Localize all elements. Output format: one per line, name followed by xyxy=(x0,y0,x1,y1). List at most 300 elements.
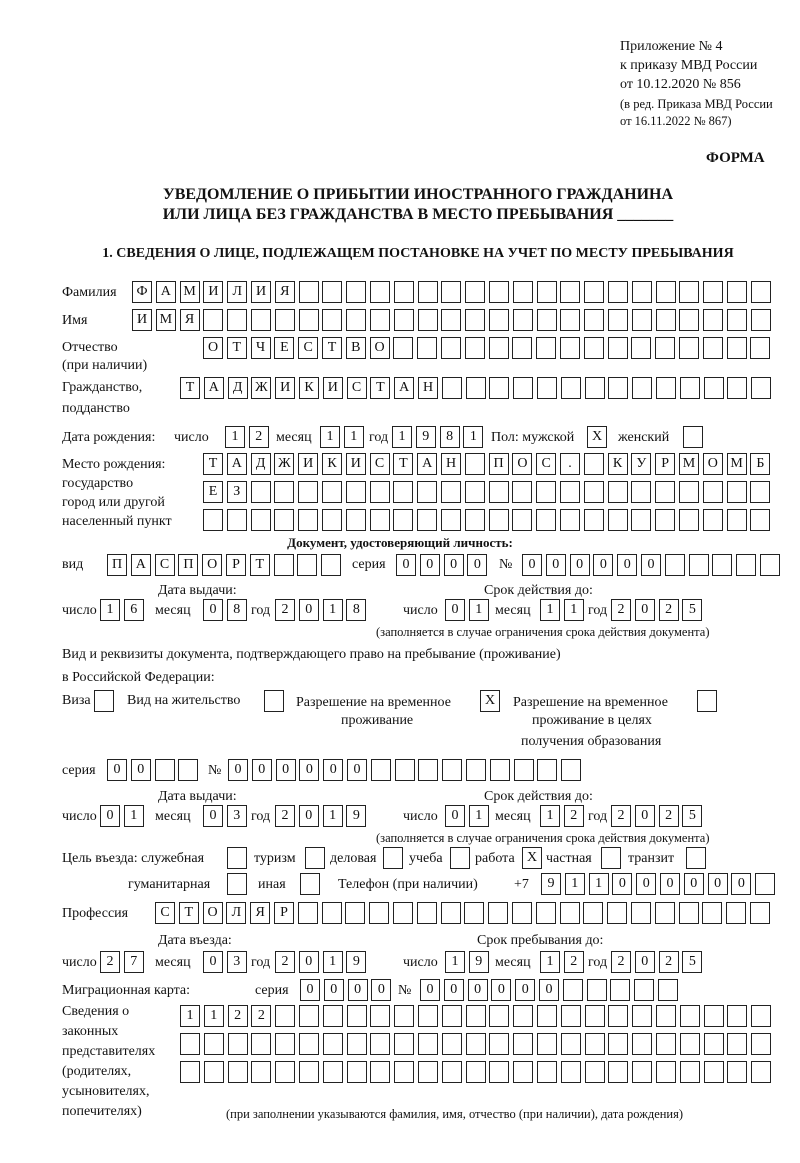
letter-cell[interactable]: 8 xyxy=(346,599,366,621)
letter-cell[interactable] xyxy=(370,1033,390,1055)
letter-cell[interactable] xyxy=(689,554,709,576)
letter-cell[interactable] xyxy=(228,1061,248,1083)
letter-cell[interactable] xyxy=(275,1061,295,1083)
letter-cell[interactable]: 9 xyxy=(346,805,366,827)
letter-cell[interactable]: Я xyxy=(180,309,200,331)
letter-cell[interactable]: П xyxy=(107,554,127,576)
letter-cell[interactable]: Р xyxy=(226,554,246,576)
letter-cell[interactable]: Ж xyxy=(251,377,271,399)
letter-cell[interactable] xyxy=(418,1005,438,1027)
letter-cell[interactable]: 1 xyxy=(469,805,489,827)
letter-cell[interactable]: Е xyxy=(274,337,294,359)
letter-cell[interactable] xyxy=(727,1005,747,1027)
letter-cell[interactable]: 5 xyxy=(682,951,702,973)
letter-cell[interactable]: 9 xyxy=(346,951,366,973)
letter-cell[interactable]: А xyxy=(417,453,437,475)
letter-cell[interactable] xyxy=(608,281,628,303)
letter-cell[interactable] xyxy=(418,1033,438,1055)
letter-cell[interactable] xyxy=(679,902,699,924)
letter-cell[interactable] xyxy=(703,337,723,359)
letter-cell[interactable] xyxy=(655,337,675,359)
letter-cell[interactable] xyxy=(442,1033,462,1055)
letter-cell[interactable] xyxy=(512,902,532,924)
letter-cell[interactable]: Р xyxy=(655,453,675,475)
letter-cell[interactable] xyxy=(584,453,604,475)
letter-cell[interactable] xyxy=(417,509,437,531)
letter-cell[interactable] xyxy=(702,902,722,924)
letter-cell[interactable] xyxy=(727,377,747,399)
letter-cell[interactable]: 0 xyxy=(299,805,319,827)
letter-cell[interactable] xyxy=(251,509,271,531)
letter-cell[interactable] xyxy=(417,902,437,924)
letter-cell[interactable]: И xyxy=(132,309,152,331)
letter-cell[interactable]: 0 xyxy=(203,599,223,621)
letter-cell[interactable] xyxy=(751,377,771,399)
letter-cell[interactable]: 2 xyxy=(564,805,584,827)
letter-cell[interactable]: 1 xyxy=(320,426,340,448)
letter-cell[interactable] xyxy=(537,377,557,399)
letter-cell[interactable] xyxy=(560,902,580,924)
letter-cell[interactable]: 1 xyxy=(225,426,245,448)
letter-cell[interactable]: Т xyxy=(393,453,413,475)
letter-cell[interactable] xyxy=(584,509,604,531)
letter-cell[interactable]: 9 xyxy=(469,951,489,973)
letter-cell[interactable]: 0 xyxy=(546,554,566,576)
letter-cell[interactable] xyxy=(584,309,604,331)
letter-cell[interactable]: 1 xyxy=(323,951,343,973)
letter-cell[interactable]: 1 xyxy=(124,805,144,827)
letter-cell[interactable] xyxy=(751,1033,771,1055)
letter-cell[interactable]: И xyxy=(275,377,295,399)
letter-cell[interactable] xyxy=(608,1005,628,1027)
letter-cell[interactable]: 0 xyxy=(299,951,319,973)
letter-cell[interactable]: 0 xyxy=(324,979,344,1001)
letter-cell[interactable] xyxy=(299,1033,319,1055)
letter-cell[interactable] xyxy=(608,481,628,503)
letter-cell[interactable]: 2 xyxy=(611,805,631,827)
letter-cell[interactable] xyxy=(561,1061,581,1083)
letter-cell[interactable] xyxy=(736,554,756,576)
letter-cell[interactable]: О xyxy=(512,453,532,475)
letter-cell[interactable] xyxy=(631,902,651,924)
letter-cell[interactable]: 7 xyxy=(124,951,144,973)
letter-cell[interactable]: 1 xyxy=(540,805,560,827)
letter-cell[interactable] xyxy=(727,481,747,503)
letter-cell[interactable] xyxy=(560,509,580,531)
letter-cell[interactable]: 0 xyxy=(635,951,655,973)
letter-cell[interactable]: М xyxy=(727,453,747,475)
letter-cell[interactable]: 0 xyxy=(731,873,751,895)
letter-cell[interactable] xyxy=(490,759,510,781)
letter-cell[interactable] xyxy=(466,377,486,399)
letter-cell[interactable] xyxy=(512,509,532,531)
letter-cell[interactable]: Н xyxy=(418,377,438,399)
letter-cell[interactable] xyxy=(297,554,317,576)
letter-cell[interactable] xyxy=(323,1005,343,1027)
letter-cell[interactable] xyxy=(465,309,485,331)
letter-cell[interactable]: 3 xyxy=(227,805,247,827)
letter-cell[interactable] xyxy=(608,337,628,359)
letter-cell[interactable] xyxy=(393,337,413,359)
letter-cell[interactable]: 0 xyxy=(515,979,535,1001)
letter-cell[interactable]: С xyxy=(298,337,318,359)
letter-cell[interactable]: 5 xyxy=(682,805,702,827)
letter-cell[interactable] xyxy=(536,481,556,503)
letter-cell[interactable]: Л xyxy=(226,902,246,924)
letter-cell[interactable]: И xyxy=(251,281,271,303)
letter-cell[interactable] xyxy=(489,481,509,503)
letter-cell[interactable] xyxy=(632,281,652,303)
letter-cell[interactable]: 1 xyxy=(469,599,489,621)
letter-cell[interactable] xyxy=(180,1061,200,1083)
letter-cell[interactable]: О xyxy=(203,902,223,924)
letter-cell[interactable] xyxy=(204,1033,224,1055)
letter-cell[interactable] xyxy=(665,554,685,576)
letter-cell[interactable] xyxy=(489,309,509,331)
letter-cell[interactable]: Б xyxy=(750,453,770,475)
letter-cell[interactable] xyxy=(631,337,651,359)
checkbox-cell[interactable] xyxy=(94,690,114,712)
letter-cell[interactable] xyxy=(274,509,294,531)
letter-cell[interactable] xyxy=(536,337,556,359)
letter-cell[interactable]: 0 xyxy=(299,759,319,781)
letter-cell[interactable] xyxy=(418,309,438,331)
letter-cell[interactable] xyxy=(180,1033,200,1055)
letter-cell[interactable] xyxy=(465,337,485,359)
letter-cell[interactable] xyxy=(587,979,607,1001)
letter-cell[interactable]: З xyxy=(227,481,247,503)
letter-cell[interactable] xyxy=(610,979,630,1001)
letter-cell[interactable]: 0 xyxy=(570,554,590,576)
checkbox-cell[interactable] xyxy=(601,847,621,869)
letter-cell[interactable] xyxy=(323,1061,343,1083)
checkbox-cell[interactable] xyxy=(686,847,706,869)
letter-cell[interactable] xyxy=(704,1033,724,1055)
letter-cell[interactable]: 0 xyxy=(100,805,120,827)
letter-cell[interactable]: С xyxy=(347,377,367,399)
letter-cell[interactable] xyxy=(607,902,627,924)
letter-cell[interactable] xyxy=(750,481,770,503)
letter-cell[interactable]: 1 xyxy=(565,873,585,895)
letter-cell[interactable] xyxy=(561,759,581,781)
letter-cell[interactable] xyxy=(417,481,437,503)
letter-cell[interactable]: 0 xyxy=(522,554,542,576)
letter-cell[interactable]: Ж xyxy=(274,453,294,475)
letter-cell[interactable] xyxy=(370,481,390,503)
letter-cell[interactable]: С xyxy=(536,453,556,475)
letter-cell[interactable]: 2 xyxy=(251,1005,271,1027)
letter-cell[interactable] xyxy=(299,1005,319,1027)
letter-cell[interactable]: 0 xyxy=(396,554,416,576)
letter-cell[interactable] xyxy=(489,1033,509,1055)
letter-cell[interactable] xyxy=(394,1061,414,1083)
letter-cell[interactable]: 0 xyxy=(617,554,637,576)
letter-cell[interactable] xyxy=(275,1033,295,1055)
letter-cell[interactable] xyxy=(465,453,485,475)
letter-cell[interactable] xyxy=(465,509,485,531)
letter-cell[interactable]: 0 xyxy=(445,599,465,621)
letter-cell[interactable]: 0 xyxy=(276,759,296,781)
letter-cell[interactable] xyxy=(680,1061,700,1083)
letter-cell[interactable] xyxy=(442,1061,462,1083)
letter-cell[interactable] xyxy=(727,281,747,303)
letter-cell[interactable] xyxy=(346,281,366,303)
letter-cell[interactable]: И xyxy=(346,453,366,475)
letter-cell[interactable]: 0 xyxy=(300,979,320,1001)
letter-cell[interactable]: 0 xyxy=(323,759,343,781)
letter-cell[interactable] xyxy=(299,309,319,331)
letter-cell[interactable]: 0 xyxy=(444,979,464,1001)
letter-cell[interactable] xyxy=(514,759,534,781)
letter-cell[interactable]: 3 xyxy=(227,951,247,973)
letter-cell[interactable] xyxy=(370,281,390,303)
letter-cell[interactable] xyxy=(298,902,318,924)
letter-cell[interactable] xyxy=(322,481,342,503)
letter-cell[interactable] xyxy=(537,309,557,331)
letter-cell[interactable] xyxy=(251,1061,271,1083)
letter-cell[interactable] xyxy=(656,281,676,303)
letter-cell[interactable]: Т xyxy=(250,554,270,576)
letter-cell[interactable]: К xyxy=(299,377,319,399)
letter-cell[interactable] xyxy=(418,759,438,781)
letter-cell[interactable] xyxy=(537,759,557,781)
letter-cell[interactable]: П xyxy=(178,554,198,576)
letter-cell[interactable]: О xyxy=(370,337,390,359)
letter-cell[interactable] xyxy=(563,979,583,1001)
letter-cell[interactable]: В xyxy=(346,337,366,359)
letter-cell[interactable] xyxy=(703,281,723,303)
letter-cell[interactable]: Л xyxy=(227,281,247,303)
letter-cell[interactable] xyxy=(203,509,223,531)
letter-cell[interactable] xyxy=(513,377,533,399)
letter-cell[interactable] xyxy=(346,481,366,503)
checkbox-cell[interactable] xyxy=(300,873,320,895)
letter-cell[interactable] xyxy=(631,481,651,503)
letter-cell[interactable] xyxy=(537,281,557,303)
letter-cell[interactable]: 0 xyxy=(348,979,368,1001)
letter-cell[interactable] xyxy=(751,309,771,331)
letter-cell[interactable] xyxy=(750,337,770,359)
letter-cell[interactable] xyxy=(370,509,390,531)
letter-cell[interactable] xyxy=(465,481,485,503)
letter-cell[interactable] xyxy=(251,309,271,331)
letter-cell[interactable]: Р xyxy=(274,902,294,924)
checkbox-cell[interactable] xyxy=(227,847,247,869)
letter-cell[interactable]: 1 xyxy=(323,805,343,827)
letter-cell[interactable]: Т xyxy=(180,377,200,399)
letter-cell[interactable]: 2 xyxy=(659,951,679,973)
letter-cell[interactable]: 1 xyxy=(344,426,364,448)
letter-cell[interactable]: С xyxy=(370,453,390,475)
letter-cell[interactable] xyxy=(750,509,770,531)
letter-cell[interactable] xyxy=(394,281,414,303)
letter-cell[interactable] xyxy=(751,281,771,303)
letter-cell[interactable] xyxy=(632,309,652,331)
letter-cell[interactable] xyxy=(465,281,485,303)
letter-cell[interactable]: 5 xyxy=(682,599,702,621)
letter-cell[interactable] xyxy=(679,337,699,359)
letter-cell[interactable] xyxy=(466,759,486,781)
letter-cell[interactable]: Ф xyxy=(132,281,152,303)
letter-cell[interactable]: К xyxy=(322,453,342,475)
letter-cell[interactable] xyxy=(227,509,247,531)
letter-cell[interactable]: Д xyxy=(251,453,271,475)
letter-cell[interactable] xyxy=(274,554,294,576)
letter-cell[interactable]: 0 xyxy=(467,554,487,576)
letter-cell[interactable] xyxy=(750,902,770,924)
letter-cell[interactable] xyxy=(512,337,532,359)
letter-cell[interactable] xyxy=(585,1033,605,1055)
letter-cell[interactable] xyxy=(393,902,413,924)
letter-cell[interactable] xyxy=(442,377,462,399)
letter-cell[interactable]: Т xyxy=(322,337,342,359)
checkbox-cell[interactable] xyxy=(305,847,325,869)
letter-cell[interactable] xyxy=(512,481,532,503)
letter-cell[interactable]: 0 xyxy=(708,873,728,895)
letter-cell[interactable] xyxy=(536,902,556,924)
letter-cell[interactable] xyxy=(441,481,461,503)
letter-cell[interactable] xyxy=(466,1005,486,1027)
letter-cell[interactable] xyxy=(727,1061,747,1083)
letter-cell[interactable]: А xyxy=(131,554,151,576)
letter-cell[interactable] xyxy=(489,281,509,303)
letter-cell[interactable] xyxy=(632,1033,652,1055)
letter-cell[interactable]: Д xyxy=(228,377,248,399)
letter-cell[interactable] xyxy=(727,1033,747,1055)
checkbox-cell[interactable]: X xyxy=(480,690,500,712)
letter-cell[interactable]: И xyxy=(203,281,223,303)
letter-cell[interactable] xyxy=(727,509,747,531)
letter-cell[interactable]: 0 xyxy=(641,554,661,576)
letter-cell[interactable] xyxy=(632,1061,652,1083)
letter-cell[interactable]: Т xyxy=(370,377,390,399)
letter-cell[interactable]: 0 xyxy=(635,599,655,621)
letter-cell[interactable] xyxy=(251,481,271,503)
letter-cell[interactable] xyxy=(704,1005,724,1027)
letter-cell[interactable] xyxy=(680,1005,700,1027)
letter-cell[interactable]: Т xyxy=(179,902,199,924)
letter-cell[interactable]: О xyxy=(203,337,223,359)
letter-cell[interactable]: 1 xyxy=(445,951,465,973)
letter-cell[interactable]: Я xyxy=(275,281,295,303)
letter-cell[interactable]: К xyxy=(608,453,628,475)
letter-cell[interactable] xyxy=(370,1005,390,1027)
letter-cell[interactable]: Я xyxy=(250,902,270,924)
letter-cell[interactable]: 0 xyxy=(107,759,127,781)
letter-cell[interactable]: Е xyxy=(203,481,223,503)
letter-cell[interactable] xyxy=(631,509,651,531)
letter-cell[interactable] xyxy=(632,1005,652,1027)
checkbox-cell[interactable] xyxy=(383,847,403,869)
letter-cell[interactable] xyxy=(585,1005,605,1027)
letter-cell[interactable]: 0 xyxy=(131,759,151,781)
letter-cell[interactable]: 0 xyxy=(203,805,223,827)
letter-cell[interactable]: А xyxy=(156,281,176,303)
letter-cell[interactable] xyxy=(513,1005,533,1027)
letter-cell[interactable]: Т xyxy=(227,337,247,359)
letter-cell[interactable] xyxy=(370,1061,390,1083)
letter-cell[interactable] xyxy=(228,1033,248,1055)
letter-cell[interactable]: 8 xyxy=(440,426,460,448)
letter-cell[interactable]: 0 xyxy=(299,599,319,621)
letter-cell[interactable] xyxy=(298,509,318,531)
letter-cell[interactable]: М xyxy=(156,309,176,331)
letter-cell[interactable] xyxy=(346,309,366,331)
letter-cell[interactable]: 0 xyxy=(684,873,704,895)
letter-cell[interactable] xyxy=(584,337,604,359)
letter-cell[interactable]: П xyxy=(489,453,509,475)
letter-cell[interactable]: С xyxy=(155,554,175,576)
letter-cell[interactable] xyxy=(755,873,775,895)
letter-cell[interactable] xyxy=(466,1061,486,1083)
letter-cell[interactable]: 2 xyxy=(228,1005,248,1027)
letter-cell[interactable] xyxy=(489,337,509,359)
letter-cell[interactable]: Н xyxy=(441,453,461,475)
letter-cell[interactable]: А xyxy=(394,377,414,399)
letter-cell[interactable] xyxy=(347,1033,367,1055)
letter-cell[interactable] xyxy=(513,1033,533,1055)
letter-cell[interactable] xyxy=(346,509,366,531)
letter-cell[interactable]: 0 xyxy=(252,759,272,781)
letter-cell[interactable] xyxy=(441,281,461,303)
letter-cell[interactable] xyxy=(394,1005,414,1027)
letter-cell[interactable] xyxy=(680,377,700,399)
letter-cell[interactable] xyxy=(299,1061,319,1083)
letter-cell[interactable] xyxy=(418,1061,438,1083)
checkbox-cell[interactable]: X xyxy=(587,426,607,448)
letter-cell[interactable] xyxy=(655,481,675,503)
letter-cell[interactable] xyxy=(537,1033,557,1055)
letter-cell[interactable]: О xyxy=(202,554,222,576)
letter-cell[interactable] xyxy=(489,509,509,531)
letter-cell[interactable]: М xyxy=(180,281,200,303)
letter-cell[interactable] xyxy=(322,902,342,924)
letter-cell[interactable]: 1 xyxy=(100,599,120,621)
letter-cell[interactable] xyxy=(679,481,699,503)
letter-cell[interactable]: . xyxy=(560,453,580,475)
letter-cell[interactable] xyxy=(393,509,413,531)
letter-cell[interactable]: С xyxy=(155,902,175,924)
letter-cell[interactable]: 0 xyxy=(203,951,223,973)
letter-cell[interactable] xyxy=(751,1005,771,1027)
letter-cell[interactable] xyxy=(418,281,438,303)
letter-cell[interactable] xyxy=(537,1061,557,1083)
letter-cell[interactable] xyxy=(656,1033,676,1055)
letter-cell[interactable] xyxy=(442,1005,462,1027)
letter-cell[interactable]: 0 xyxy=(491,979,511,1001)
letter-cell[interactable]: 2 xyxy=(659,599,679,621)
letter-cell[interactable] xyxy=(679,281,699,303)
letter-cell[interactable] xyxy=(608,1033,628,1055)
letter-cell[interactable]: 0 xyxy=(593,554,613,576)
letter-cell[interactable]: А xyxy=(204,377,224,399)
letter-cell[interactable]: 9 xyxy=(416,426,436,448)
letter-cell[interactable] xyxy=(704,377,724,399)
letter-cell[interactable]: 8 xyxy=(227,599,247,621)
letter-cell[interactable]: 2 xyxy=(100,951,120,973)
letter-cell[interactable]: 0 xyxy=(347,759,367,781)
letter-cell[interactable] xyxy=(760,554,780,576)
letter-cell[interactable] xyxy=(585,377,605,399)
letter-cell[interactable]: 1 xyxy=(204,1005,224,1027)
letter-cell[interactable]: 2 xyxy=(275,951,295,973)
letter-cell[interactable] xyxy=(322,509,342,531)
letter-cell[interactable] xyxy=(727,309,747,331)
letter-cell[interactable]: 0 xyxy=(371,979,391,1001)
letter-cell[interactable] xyxy=(537,1005,557,1027)
letter-cell[interactable]: 2 xyxy=(611,951,631,973)
letter-cell[interactable]: 2 xyxy=(275,599,295,621)
